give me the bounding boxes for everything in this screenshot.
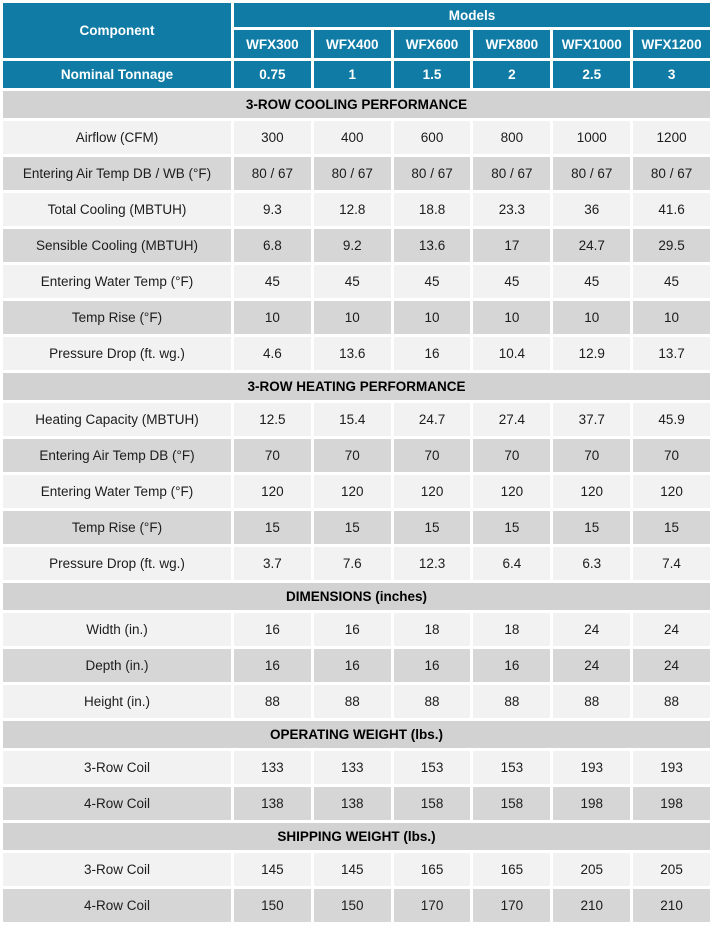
cell-value: 16 [234,649,311,682]
cell-value: 6.3 [553,547,630,580]
table-row [3,337,710,370]
row-label: 3-Row Coil [3,751,231,784]
cell-value: 165 [473,853,550,886]
row-label: Temp Rise (°F) [3,511,231,544]
cell-value: 80 / 67 [633,157,710,190]
table-row [3,229,710,262]
cell-value: 16 [234,613,311,646]
model-header: WFX1200 [633,30,710,58]
cell-value: 12.3 [394,547,471,580]
section-header: SHIPPING WEIGHT (lbs.) [3,823,710,850]
cell-value: 45 [234,265,311,298]
cell-value: 12.9 [553,337,630,370]
cell-value: 10 [234,301,311,334]
row-label: Total Cooling (MBTUH) [3,193,231,226]
cell-value: 7.6 [314,547,391,580]
cell-value: 24.7 [553,229,630,262]
section-header-row [3,583,710,610]
row-label: Depth (in.) [3,649,231,682]
cell-value: 138 [314,787,391,820]
cell-value: 24 [633,649,710,682]
cell-value: 138 [234,787,311,820]
cell-value: 9.3 [234,193,311,226]
cell-value: 1000 [553,121,630,154]
cell-value: 24.7 [394,403,471,436]
table-row [3,787,710,820]
cell-value: 12.8 [314,193,391,226]
models-header-row [3,3,710,27]
cell-value: 13.7 [633,337,710,370]
cell-value: 120 [234,475,311,508]
cell-value: 15 [473,511,550,544]
cell-value: 133 [314,751,391,784]
cell-value: 4.6 [234,337,311,370]
cell-value: 158 [394,787,471,820]
row-label: 4-Row Coil [3,889,231,922]
table-row [3,301,710,334]
cell-value: 70 [394,439,471,472]
cell-value: 600 [394,121,471,154]
cell-value: 6.8 [234,229,311,262]
cell-value: 29.5 [633,229,710,262]
cell-value: 1200 [633,121,710,154]
cell-value: 70 [234,439,311,472]
cell-value: 88 [473,685,550,718]
cell-value: 36 [553,193,630,226]
cell-value: 120 [553,475,630,508]
table-row [3,475,710,508]
cell-value: 80 / 67 [234,157,311,190]
table-row [3,751,710,784]
cell-value: 37.7 [553,403,630,436]
cell-value: 45 [394,265,471,298]
cell-value: 17 [473,229,550,262]
cell-value: 70 [473,439,550,472]
cell-value: 15 [314,511,391,544]
cell-value: 80 / 67 [314,157,391,190]
cell-value: 16 [394,337,471,370]
cell-value: 1 [314,61,391,88]
row-label: Temp Rise (°F) [3,301,231,334]
model-header: WFX600 [394,30,471,58]
row-label: Airflow (CFM) [3,121,231,154]
table-row [3,157,710,190]
cell-value: 80 / 67 [553,157,630,190]
cell-value: 150 [314,889,391,922]
cell-value: 6.4 [473,547,550,580]
cell-value: 170 [394,889,471,922]
row-label: Pressure Drop (ft. wg.) [3,337,231,370]
row-label: Height (in.) [3,685,231,718]
cell-value: 0.75 [234,61,311,88]
cell-value: 88 [633,685,710,718]
row-label: Width (in.) [3,613,231,646]
cell-value: 10.4 [473,337,550,370]
table-row [3,265,710,298]
section-header: 3-ROW HEATING PERFORMANCE [3,373,710,400]
cell-value: 45 [473,265,550,298]
section-header-row [3,373,710,400]
cell-value: 10 [553,301,630,334]
cell-value: 24 [553,649,630,682]
table-row [3,403,710,436]
cell-value: 15 [633,511,710,544]
cell-value: 210 [633,889,710,922]
cell-value: 18 [473,613,550,646]
cell-value: 88 [394,685,471,718]
cell-value: 15 [394,511,471,544]
table-row [3,853,710,886]
table-row [3,889,710,922]
cell-value: 10 [314,301,391,334]
cell-value: 15 [553,511,630,544]
cell-value: 24 [633,613,710,646]
cell-value: 153 [394,751,471,784]
cell-value: 80 / 67 [394,157,471,190]
row-label: Entering Air Temp DB / WB (°F) [3,157,231,190]
cell-value: 16 [314,613,391,646]
cell-value: 70 [553,439,630,472]
cell-value: 193 [633,751,710,784]
cell-value: 15 [234,511,311,544]
section-header-row [3,721,710,748]
component-column-header: Component [3,3,231,58]
cell-value: 133 [234,751,311,784]
cell-value: 198 [553,787,630,820]
row-label: Nominal Tonnage [3,61,231,88]
model-header: WFX300 [234,30,311,58]
models-group-header: Models [234,3,710,27]
row-label: 4-Row Coil [3,787,231,820]
cell-value: 165 [394,853,471,886]
row-label: Sensible Cooling (MBTUH) [3,229,231,262]
cell-value: 12.5 [234,403,311,436]
cell-value: 80 / 67 [473,157,550,190]
cell-value: 27.4 [473,403,550,436]
cell-value: 88 [553,685,630,718]
cell-value: 300 [234,121,311,154]
cell-value: 153 [473,751,550,784]
cell-value: 3.7 [234,547,311,580]
section-header: 3-ROW COOLING PERFORMANCE [3,91,710,118]
cell-value: 7.4 [633,547,710,580]
model-header: WFX800 [473,30,550,58]
cell-value: 88 [314,685,391,718]
cell-value: 45.9 [633,403,710,436]
cell-value: 18.8 [394,193,471,226]
cell-value: 88 [234,685,311,718]
row-label: 3-Row Coil [3,853,231,886]
row-label: Heating Capacity (MBTUH) [3,403,231,436]
table-row [3,121,710,154]
cell-value: 145 [314,853,391,886]
cell-value: 145 [234,853,311,886]
cell-value: 170 [473,889,550,922]
model-header: WFX1000 [553,30,630,58]
cell-value: 10 [633,301,710,334]
cell-value: 120 [314,475,391,508]
model-header: WFX400 [314,30,391,58]
cell-value: 1.5 [394,61,471,88]
cell-value: 23.3 [473,193,550,226]
table-row [3,685,710,718]
cell-value: 13.6 [394,229,471,262]
cell-value: 18 [394,613,471,646]
cell-value: 150 [234,889,311,922]
cell-value: 16 [394,649,471,682]
row-label: Entering Water Temp (°F) [3,475,231,508]
cell-value: 210 [553,889,630,922]
cell-value: 158 [473,787,550,820]
cell-value: 193 [553,751,630,784]
cell-value: 15.4 [314,403,391,436]
table-row [3,193,710,226]
table-row [3,613,710,646]
row-label: Pressure Drop (ft. wg.) [3,547,231,580]
cell-value: 41.6 [633,193,710,226]
cell-value: 2 [473,61,550,88]
section-header-row [3,91,710,118]
table-row [3,439,710,472]
table-row [3,547,710,580]
cell-value: 16 [473,649,550,682]
row-label: Entering Water Temp (°F) [3,265,231,298]
cell-value: 9.2 [314,229,391,262]
cell-value: 24 [553,613,630,646]
cell-value: 205 [633,853,710,886]
cell-value: 198 [633,787,710,820]
cell-value: 45 [633,265,710,298]
cell-value: 120 [633,475,710,508]
cell-value: 3 [633,61,710,88]
cell-value: 10 [473,301,550,334]
cell-value: 2.5 [553,61,630,88]
table-row [3,649,710,682]
cell-value: 45 [553,265,630,298]
cell-value: 16 [314,649,391,682]
table-row [3,511,710,544]
cell-value: 400 [314,121,391,154]
cell-value: 800 [473,121,550,154]
nominal-tonnage-row [3,61,710,88]
section-header: OPERATING WEIGHT (lbs.) [3,721,710,748]
cell-value: 45 [314,265,391,298]
cell-value: 13.6 [314,337,391,370]
row-label: Entering Air Temp DB (°F) [3,439,231,472]
cell-value: 70 [633,439,710,472]
cell-value: 205 [553,853,630,886]
cell-value: 10 [394,301,471,334]
cell-value: 120 [473,475,550,508]
cell-value: 120 [394,475,471,508]
section-header-row [3,823,710,850]
section-header: DIMENSIONS (inches) [3,583,710,610]
cell-value: 70 [314,439,391,472]
